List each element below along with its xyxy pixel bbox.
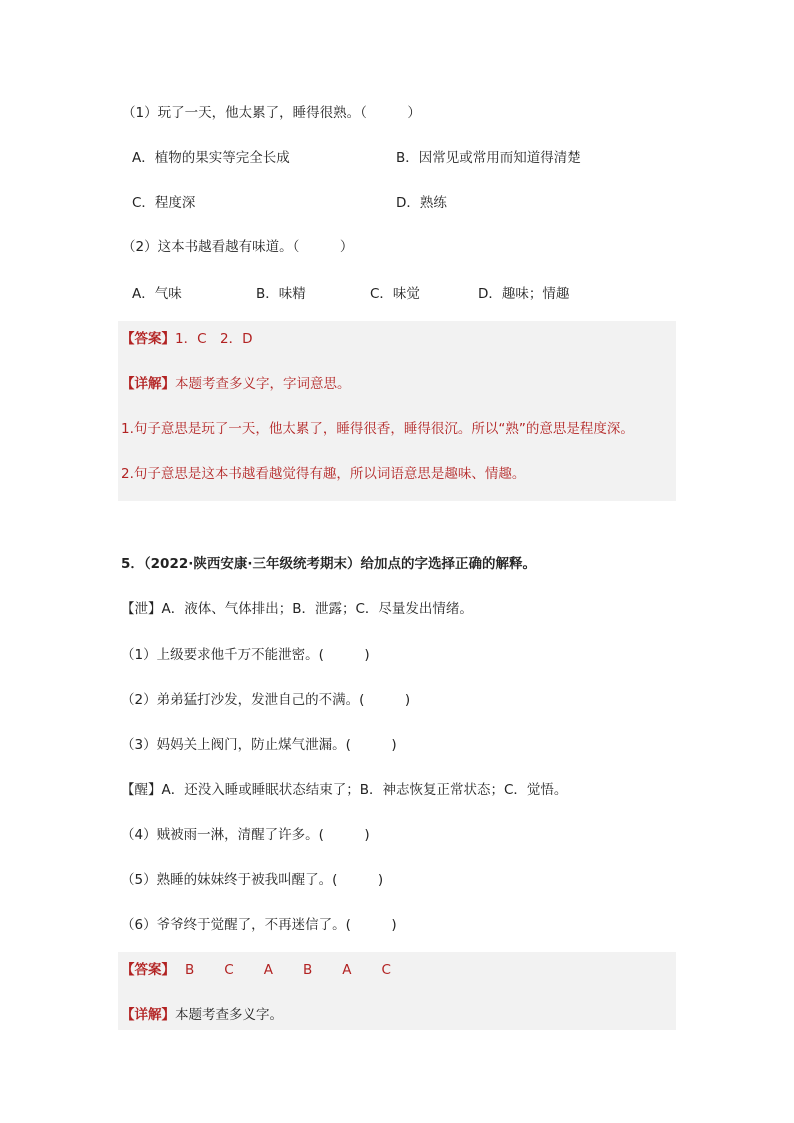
q5-answer-value-5: A xyxy=(342,962,352,978)
q4-answer-text: 1．C 2．D xyxy=(175,331,253,347)
q4-sub1-option-a: A．植物的果实等完全长成 xyxy=(132,150,290,166)
q5-answer-tag: 【答案】 xyxy=(121,962,175,978)
q4-detail-tag: 【详解】 xyxy=(121,376,175,392)
q5-answer-value-1: B xyxy=(185,962,195,978)
q5-header xyxy=(121,554,536,574)
q5-number: 5． xyxy=(121,556,144,572)
q4-sub1-option-c: C．程度深 xyxy=(132,195,196,211)
q4-detail-line-2: 2.句子意思是这本书越看越觉得有趣，所以词语意思是趣味、情趣。 xyxy=(121,466,526,482)
q4-sub2-option-d: D．趣味；情趣 xyxy=(478,286,570,302)
q5-answer-value-2: C xyxy=(224,962,234,978)
q5-item-4: （4）贼被雨一淋，清醒了许多。( ) xyxy=(121,827,370,843)
q5-answer-value-4: B xyxy=(302,962,313,978)
q4-sub1-option-b: B．因常见或常用而知道得清楚 xyxy=(396,150,581,166)
q5-group-1-head: 【泄】A．液体、气体排出；B．泄露；C．尽量发出情绪。 xyxy=(121,601,473,617)
q5-detail xyxy=(121,1005,283,1025)
q5-item-3: （3）妈妈关上阀门，防止煤气泄漏。( ) xyxy=(121,737,397,753)
q4-sub2-option-a: A．气味 xyxy=(132,286,182,302)
q5-detail-tag: 【详解】 xyxy=(121,1007,175,1023)
q5-stem: 给加点的字选择正确的解释。 xyxy=(360,556,536,572)
q5-answer-value-3: A xyxy=(263,962,273,978)
q4-detail xyxy=(121,374,351,394)
q5-answer xyxy=(121,960,391,980)
q4-sub2-option-c: C．味觉 xyxy=(370,286,420,302)
q5-item-2: （2）弟弟猛打沙发，发泄自己的不满。( ) xyxy=(121,692,411,708)
q4-detail-line-1: 1.句子意思是玩了一天，他太累了，睡得很香，睡得很沉。所以“熟”的意思是程度深。 xyxy=(121,421,634,437)
q5-source: （2022·陕西安康·三年级统考期末） xyxy=(143,556,361,572)
q4-sub1-option-d: D．熟练 xyxy=(396,195,447,211)
q4-sub2-option-b: B．味精 xyxy=(256,286,306,302)
q5-item-5: （5）熟睡的妹妹终于被我叫醒了。( ) xyxy=(121,872,384,888)
q5-group-2-head: 【醒】A．还没入睡或睡眠状态结束了；B．神志恢复正常状态；C．觉悟。 xyxy=(121,782,568,798)
q5-detail-text: 本题考查多义字。 xyxy=(175,1007,283,1023)
q4-answer-tag: 【答案】 xyxy=(121,331,175,347)
q4-answer xyxy=(121,329,253,349)
q4-sub1-text: （1）玩了一天，他太累了，睡得很熟。（ ） xyxy=(122,105,421,121)
q4-detail-text: 本题考查多义字，字词意思。 xyxy=(175,376,351,392)
q5-item-6: （6）爷爷终于觉醒了，不再迷信了。( ) xyxy=(121,917,397,933)
q5-answer-value-6: C xyxy=(381,962,391,978)
q4-sub2-text: （2）这本书越看越有味道。（ ） xyxy=(122,239,354,255)
q5-item-1: （1）上级要求他千万不能泄密。( ) xyxy=(121,647,370,663)
